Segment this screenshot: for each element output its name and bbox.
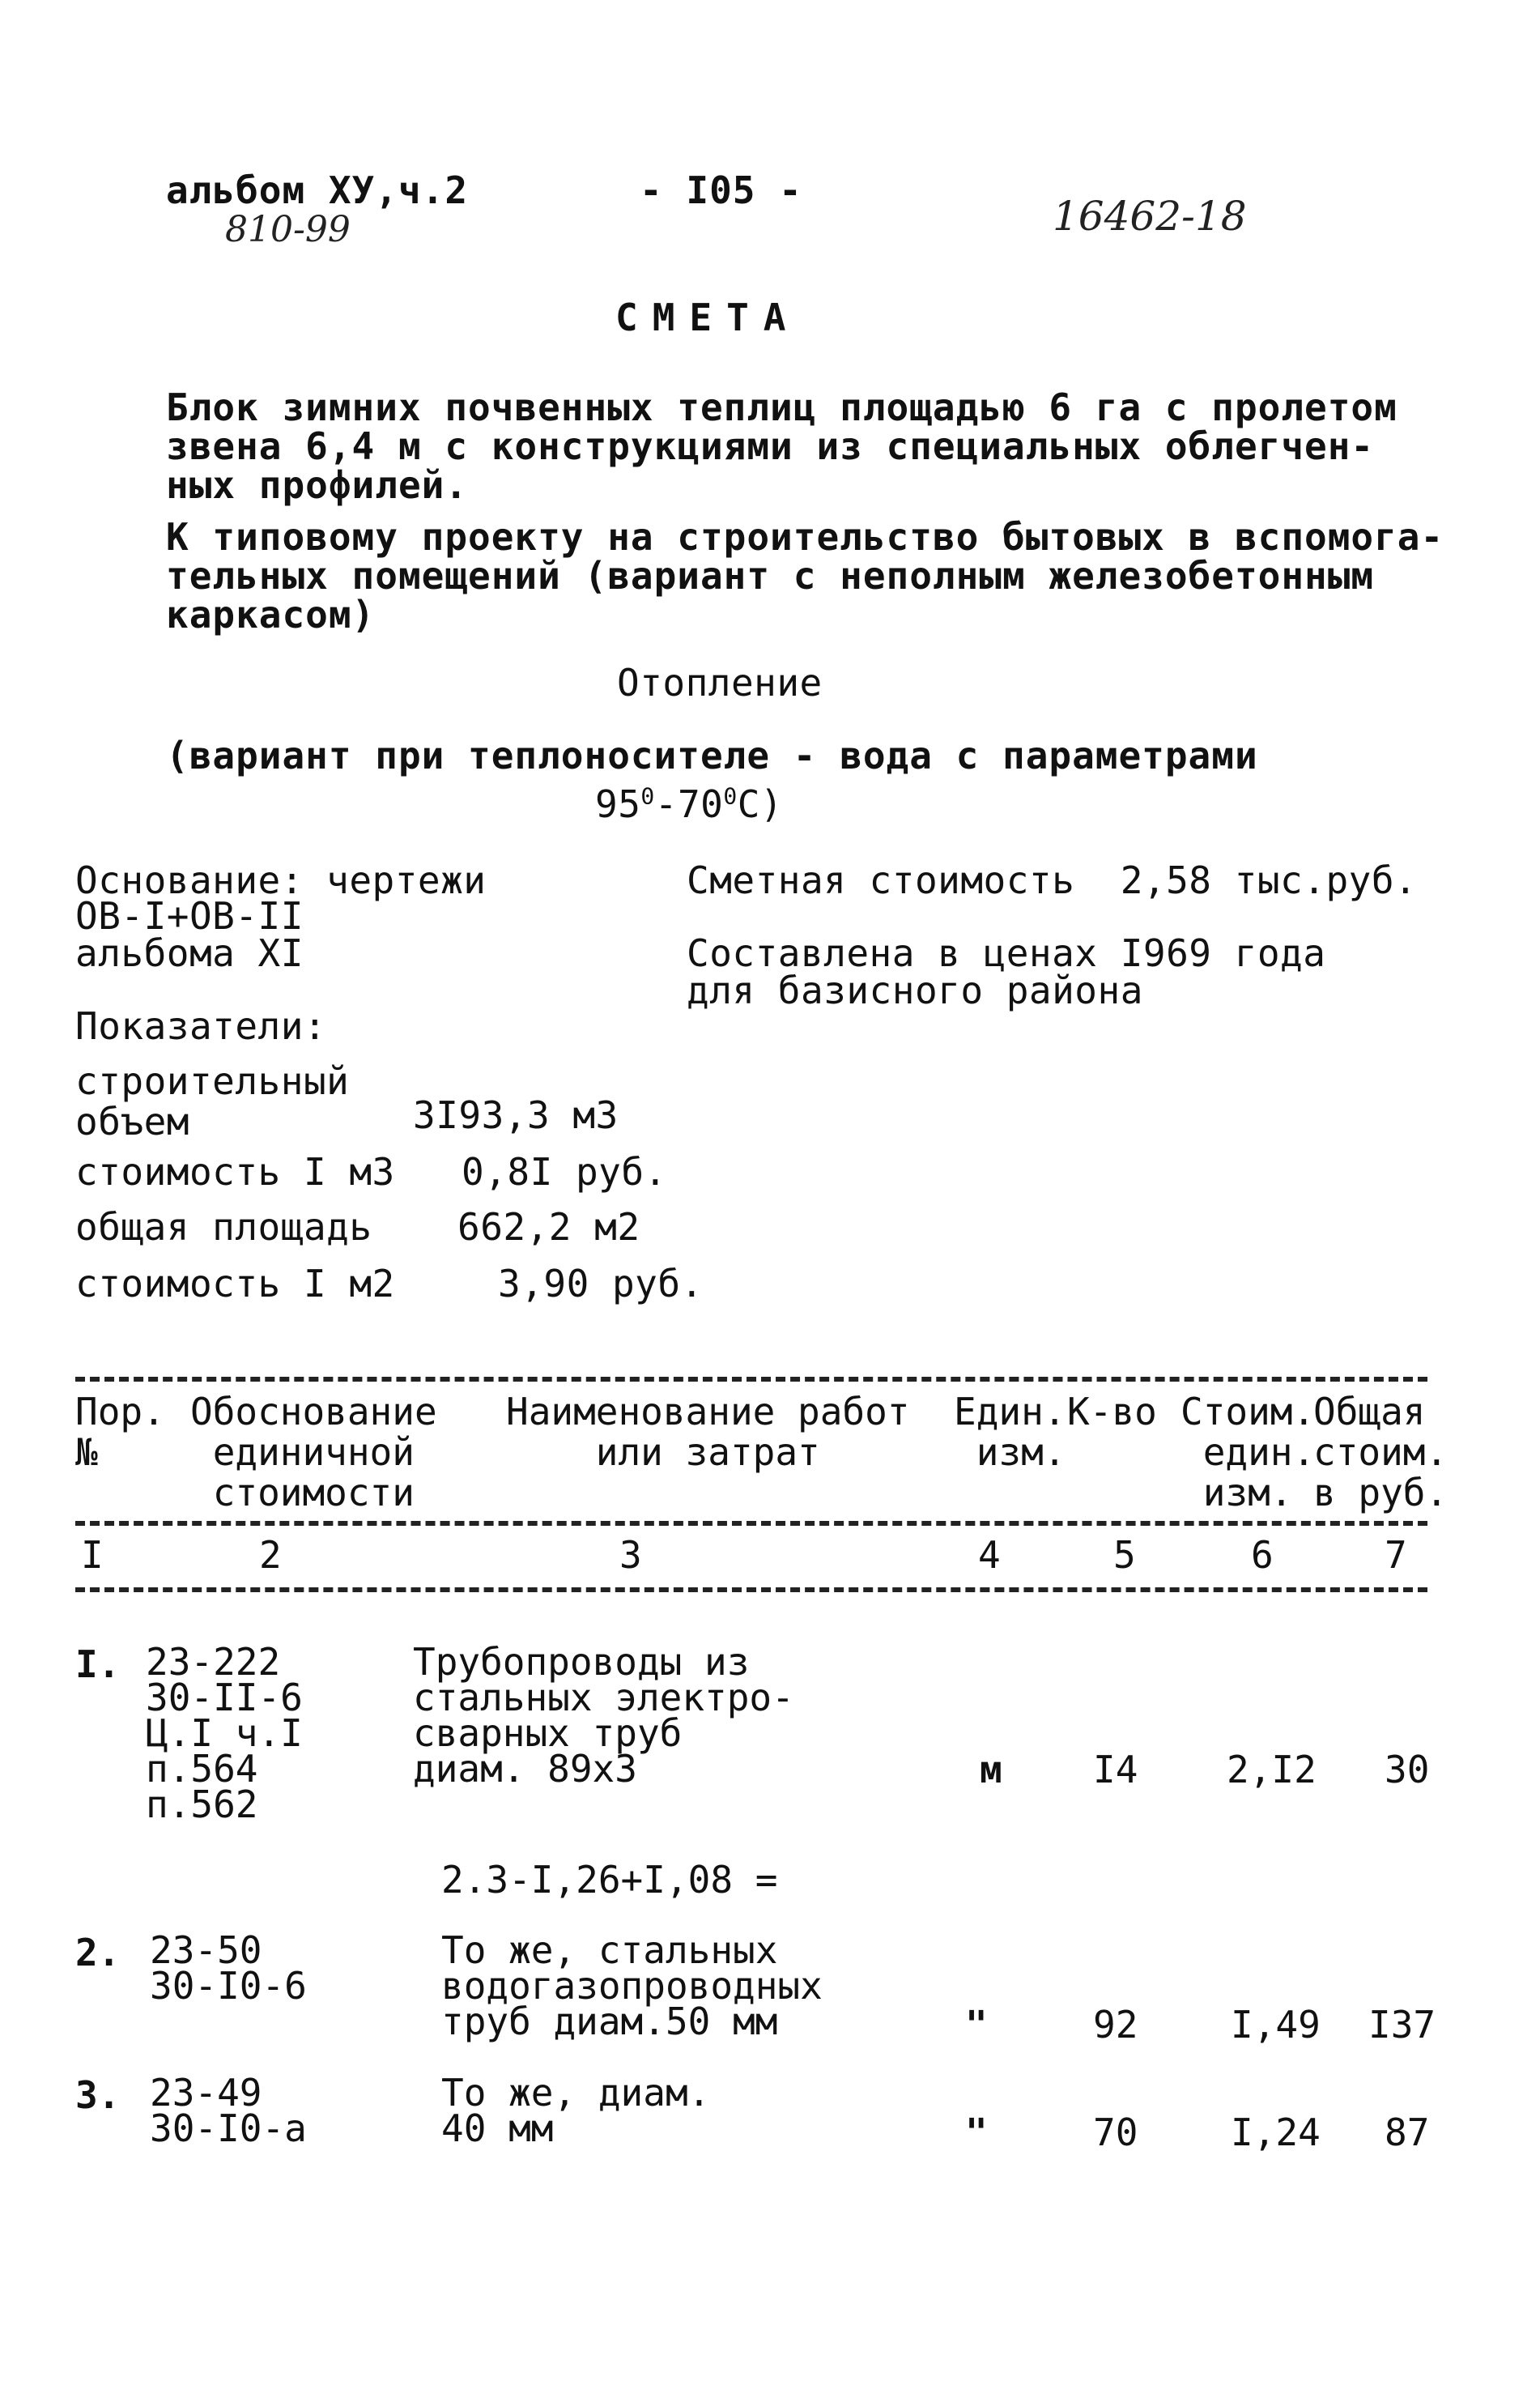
column-number-3: 3 xyxy=(619,1533,642,1577)
calculation-formula: 2.3-I,26+I,08 = xyxy=(441,1858,778,1902)
project-line-1: К типовому проекту на строительство бытовых в вспомога- xyxy=(166,515,1444,559)
row-basis: 23-49 30-I0-а xyxy=(150,2071,307,2150)
section-heading: Отопление xyxy=(617,661,823,705)
column-number-4: 4 xyxy=(978,1533,1001,1577)
row-unit-cost: I,49 xyxy=(1231,2003,1321,2047)
header-basis: Обоснование единичной стоимости xyxy=(190,1390,437,1514)
description-line-1: Блок зимних почвенных теплиц площадью 6 га с пролетом xyxy=(166,385,1397,429)
header-unit-cost: Стоим. един. изм. xyxy=(1181,1390,1316,1514)
header-quantity: К-во xyxy=(1067,1390,1157,1433)
row-total-cost: 87 xyxy=(1385,2111,1430,2154)
row-number: 3. xyxy=(75,2073,121,2117)
prices-basis-line-2: для базисного района xyxy=(687,969,1143,1012)
indicator-label-area: общая площадь xyxy=(75,1205,372,1249)
indicator-label-cost-m2: стоимость I м2 xyxy=(75,1262,395,1306)
project-line-3: каркасом) xyxy=(166,593,376,637)
estimated-cost: Сметная стоимость 2,58 тыс.руб. xyxy=(687,858,1418,902)
section-subheading: (вариант при теплоносителе - вода с параметрами xyxy=(166,734,1258,777)
row-number: I. xyxy=(75,1642,121,1686)
row-work-name: То же, диам. 40 мм xyxy=(441,2071,711,2150)
document-title: СМЕТА xyxy=(615,296,801,339)
row-unit: " xyxy=(965,2111,988,2154)
indicators-heading: Показатели: xyxy=(75,1004,327,1048)
row-work-name: Трубопроводы из стальных электро- сварных труб диам. 89х3 xyxy=(413,1640,794,1791)
indicator-label-volume: строительный объем xyxy=(75,1059,350,1144)
row-number: 2. xyxy=(75,1931,121,1974)
row-quantity: 92 xyxy=(1093,2003,1138,2047)
header-work-name: Наименование работ или затрат xyxy=(506,1390,910,1474)
handwritten-album-number: 810-99 xyxy=(225,209,351,250)
column-number-1: I xyxy=(81,1533,104,1577)
album-reference: альбом ХУ,ч.2 xyxy=(166,168,469,212)
prices-basis-line-1: Составлена в ценах I969 года xyxy=(687,931,1326,975)
row-quantity: 70 xyxy=(1093,2111,1138,2154)
header-total-cost: Общая стоим. в руб. xyxy=(1313,1390,1449,1514)
column-number-7: 7 xyxy=(1385,1533,1407,1577)
column-number-6: 6 xyxy=(1251,1533,1274,1577)
table-top-rule xyxy=(75,1377,1427,1382)
description-line-3: ных профилей. xyxy=(166,463,469,507)
row-unit-cost: I,24 xyxy=(1231,2111,1321,2154)
table-header-rule xyxy=(75,1521,1427,1526)
row-unit: " xyxy=(965,2003,988,2047)
description-line-2: звена 6,4 м с конструкциями из специальных облегчен- xyxy=(166,424,1375,468)
header-unit: Един. изм. xyxy=(954,1390,1066,1474)
row-quantity: I4 xyxy=(1093,1748,1138,1791)
row-unit-cost: 2,I2 xyxy=(1227,1748,1317,1791)
page-number: - I05 - xyxy=(640,168,802,212)
column-number-2: 2 xyxy=(259,1533,282,1577)
header-order-number: Пор. № xyxy=(75,1390,165,1474)
temperature-parameters: $95^0-70^0С$) xyxy=(595,782,784,826)
row-total-cost: 30 xyxy=(1385,1748,1430,1791)
indicator-label-cost-m3: стоимость I м3 xyxy=(75,1150,395,1194)
project-line-2: тельных помещений (вариант с неполным железобетонным xyxy=(166,554,1375,598)
basis-line-2: ОВ-I+ОВ-II xyxy=(75,894,304,938)
table-column-number-rule xyxy=(75,1587,1427,1592)
basis-line-3: альбома XI xyxy=(75,931,304,975)
row-unit: м xyxy=(980,1748,1002,1791)
column-number-5: 5 xyxy=(1113,1533,1136,1577)
indicator-value-volume: 3I93,3 м3 xyxy=(413,1093,619,1137)
handwritten-document-number: 16462-18 xyxy=(1053,193,1247,240)
row-total-cost: I37 xyxy=(1368,2003,1436,2047)
row-basis: 23-50 30-I0-6 xyxy=(150,1928,307,2008)
indicator-value-area: 662,2 м2 xyxy=(457,1205,640,1249)
indicator-value-cost-m3: 0,8I руб. xyxy=(462,1150,667,1194)
row-work-name: То же, стальных водогазопроводных труб диам.50 мм xyxy=(441,1928,823,2043)
row-basis: 23-222 30-II-6 Ц.I ч.I п.564 п.562 xyxy=(146,1640,303,1826)
indicator-value-cost-m2: 3,90 руб. xyxy=(498,1262,704,1306)
basis-line-1: Основание: чертежи xyxy=(75,858,487,902)
